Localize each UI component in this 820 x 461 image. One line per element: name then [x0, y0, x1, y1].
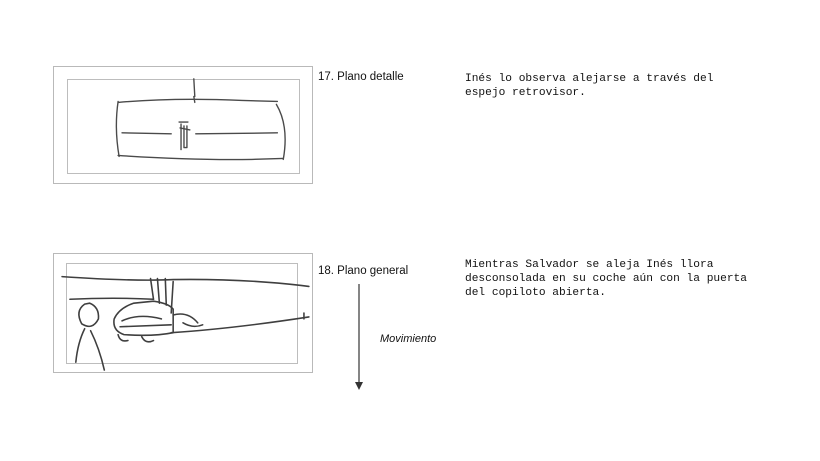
shot-description-18: Mientras Salvador se aleja Inés llora desconsolada en su coche aún con la puerta del copiloto abierta. [465, 259, 747, 299]
sketch-rearview-mirror [54, 67, 312, 183]
shot-label-17: 17. Plano detalle [318, 71, 404, 83]
shot-description-17: Inés lo observa alejarse a través del espejo retrovisor. [465, 73, 714, 99]
storyboard-frame-18 [53, 253, 313, 373]
movement-label: Movimiento [380, 333, 437, 345]
movement-down-arrow [352, 284, 366, 392]
shot-label-18: 18. Plano general [318, 265, 409, 277]
sketch-car-scene [54, 254, 312, 372]
storyboard-frame-17 [53, 66, 313, 184]
